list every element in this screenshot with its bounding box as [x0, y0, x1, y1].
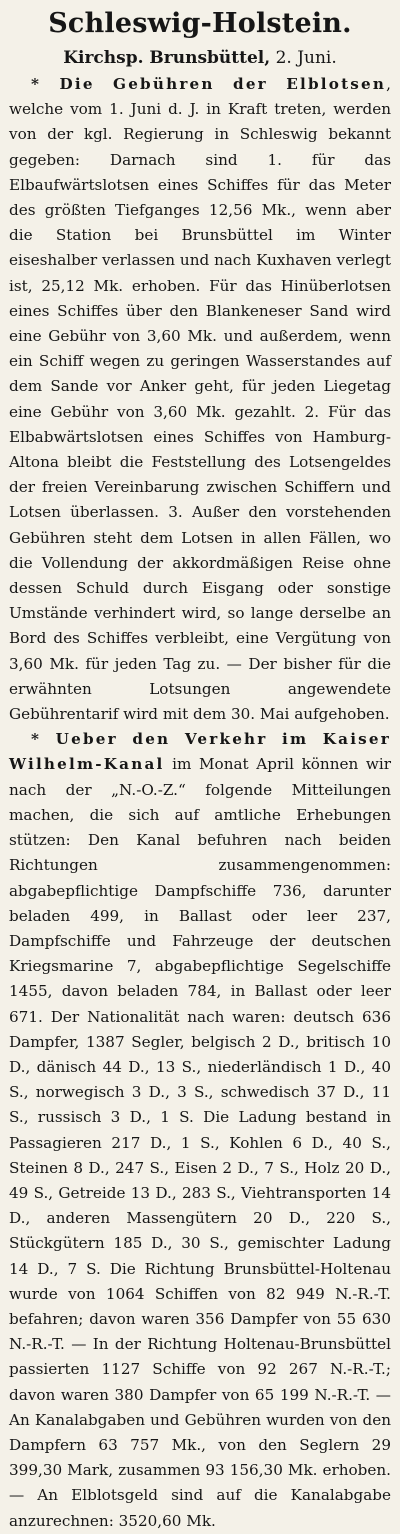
article-kanal-body: im Monat April können wir nach der „N.-O.-Z.“ folgende Mitteilungen machen, die sich auf amtliche Erhebungen stützen: Den Kanal befuhren nach beiden Richtungen zusammengenommen: abgabepflichtige Dampfschiffe 736, darunter beladen 499, in Ballast oder leer 237, Dampfschiffe und Fahrzeuge der deutschen Kriegsmarine 7, abgabepflichtige Segelschiffe 1455, davon beladen 784, in Ballast oder leer 671. Der Nationalität nach waren: deutsch 636 Dampfer, 1387 Segler, belgisch 2 D., britisch 10 D., dänisch 44 D., 13 S., niederländisch 1 D., 40 S., norwegisch 3 D., 3 S., schwedisch 37 D., 11 S., russisch 3 D., 1 S. Die Ladung bestand in Passagieren 217 D., 1 S., Kohlen 6 D., 40 S., Steinen 8 D., 247 S., Eisen 2 D., 7 S., Holz 20 D., 49 S., Getreide 13 D., 283 S., Viehtransporten 14 D., anderen Massengütern 20 D., 220 S., Stückgütern 185 D., 30 S., gemischter Ladung 14 D., 7 S. Die Richtung Brunsbüttel-Holtenau wurde von 1064 Schiffen von 82 949 N.-R.-T. befahren; davon waren 356 Dampfer von 55 630 N.-R.-T. — In der Richtung Holtenau-Brunsbüttel passierten 1127 Schiffe von 92 267 N.-R.-T.; davon waren 380 Dampfer von 65 199 N.-R.-T. — An Kanalabgaben und Gebühren wurden von den Dampfern 63 757 Mk., von den Seglern 29 399,30 Mark, zusammen 93 156,30 Mk. erhoben. — An Elblotsgeld sind auf die Kanalabgabe anzurechnen: 3520,60 Mk. [9, 755, 391, 1530]
article-elblotsen-text [9, 72, 391, 727]
dateline-date: 2. Juni. [270, 48, 337, 68]
article-elblotsen-body: , welche vom 1. Juni d. J. in Kraft treten, werden von der kgl. Regierung in Schleswig bekannt gegeben: Darnach sind 1. für das Elbaufwärtslotsen eines Schiffes für das Meter des größten Tiefganges 12,56 Mk., wenn aber die Station bei Brunsbüttel im Winter eiseshalber verlassen und nach Kuxhaven verlegt ist, 25,12 Mk. erhoben. Für das Hinüberlotsen eines Schiffes über den Blankeneser Sand wird eine Gebühr von 3,60 Mk. und außerdem, wenn ein Schiff wegen zu geringen Wasserstandes auf dem Sande vor Anker geht, für jeden Liegetag eine Gebühr von 3,60 Mk. gezahlt. 2. Für das Elbabwärtslotsen eines Schiffes von Hamburg-Altona bleibt die Feststellung des Lotsengeldes der freien Vereinbarung zwischen Schiffern und Lotsen überlassen. 3. Außer den vorstehenden Gebühren steht dem Lotsen in allen Fällen, wo die Vollendung der akkordmäßigen Reise ohne dessen Schuld durch Eisgang oder sonstige Umstände verhindert wird, so lange derselbe an Bord des Schiffes verbleibt, eine Vergütung von 3,60 Mk. für jeden Tag zu. — Der bisher für die erwähnten Lotsungen angewendete Gebührentarif wird mit dem 30. Mai aufgehoben. [9, 75, 391, 724]
article-kanal-lead: * Ueber den Verkehr im Kaiser Wilhelm-Kanal [9, 730, 391, 774]
article-elblotsen [9, 72, 391, 727]
article-kanal [9, 727, 391, 1534]
dateline-place: Kirchsp. Brunsbüttel, [63, 48, 271, 68]
dateline [9, 46, 391, 70]
article-kanal-text [9, 727, 391, 1534]
section-title: Schleswig-Holstein. [48, 8, 352, 39]
article-elblotsen-lead: * Die Gebühren der Elblotsen [31, 75, 387, 93]
